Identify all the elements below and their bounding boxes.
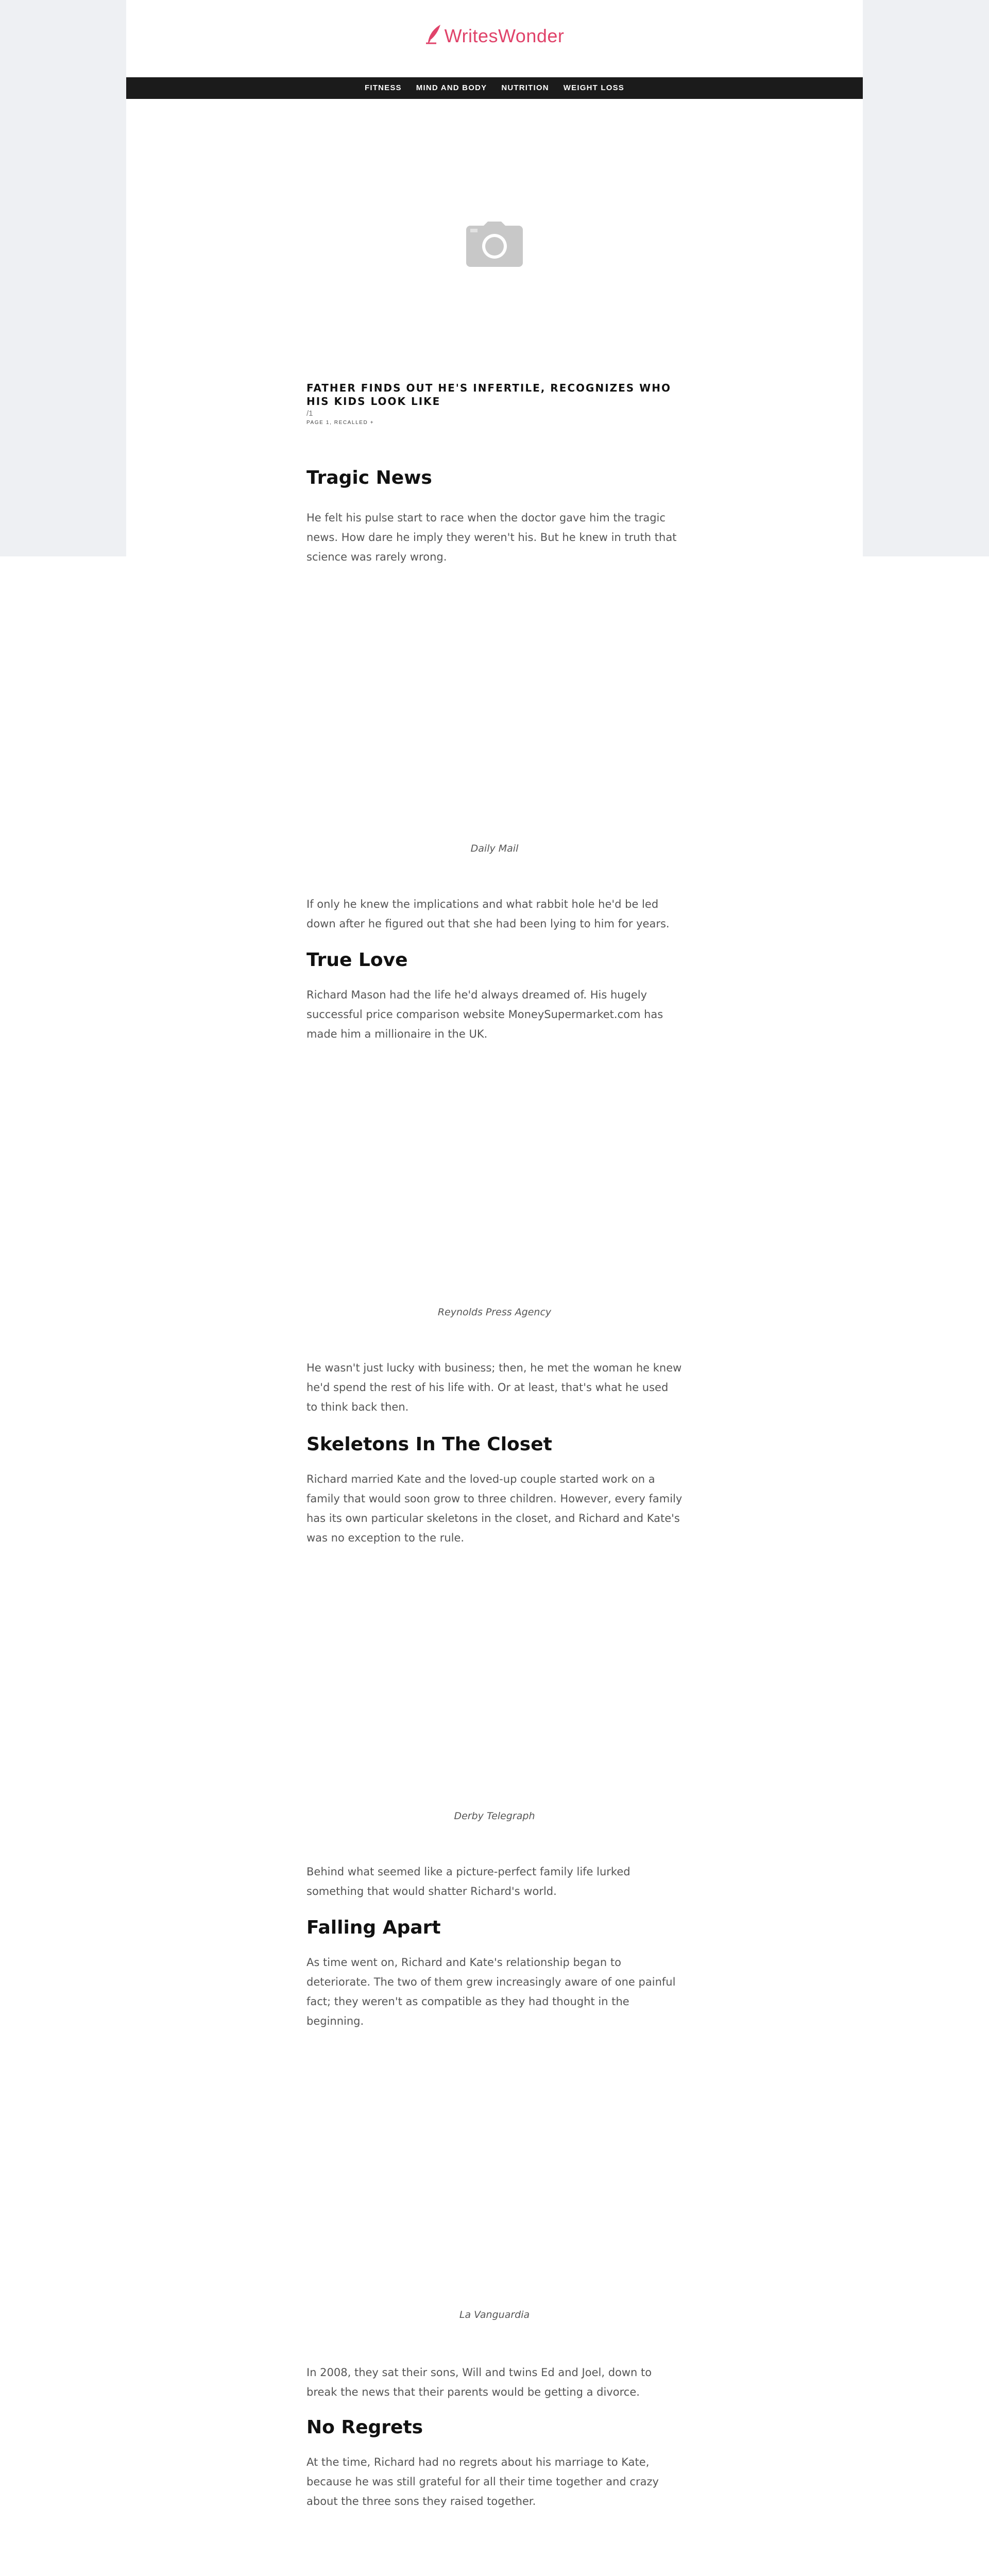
section-heading: Skeletons In The Closet xyxy=(306,1434,552,1455)
section-text: Richard Mason had the life he'd always dreamed of. His hugely successful price comparison website MoneySupermarket.com has made him a millionaire in the UK. xyxy=(306,989,663,1040)
section-tragic-news xyxy=(306,467,683,567)
hero-image-placeholder xyxy=(126,99,863,372)
nav-item-nutrition[interactable]: NUTRITION xyxy=(501,83,549,92)
camera-icon xyxy=(466,222,523,269)
main-nav xyxy=(126,77,863,99)
section-text: He felt his pulse start to race when the doctor gave him the tragic news. How dare he imply they weren't his. But he knew in truth that science was rarely wrong. xyxy=(306,512,677,563)
section-heading: Falling Apart xyxy=(306,1917,441,1938)
section-no-regrets xyxy=(306,2416,683,2511)
article-header xyxy=(306,381,683,426)
article-title: FATHER FINDS OUT HE'S INFERTILE, RECOGNIZES WHO HIS KIDS LOOK LIKE xyxy=(306,382,671,408)
section-falling-apart xyxy=(306,1917,683,2031)
article-meta: PAGE 1, RECALLED + xyxy=(306,420,374,426)
section-true-love xyxy=(306,949,683,1044)
section-heading: True Love xyxy=(306,950,408,971)
site-header xyxy=(126,0,863,77)
section-skeletons-in-the-closet xyxy=(306,1433,683,1548)
nav-item-mind-and-body[interactable]: MIND AND BODY xyxy=(416,83,487,92)
paragraph xyxy=(306,1358,683,1417)
site-logo[interactable] xyxy=(126,24,863,49)
image-caption: La Vanguardia xyxy=(459,2309,530,2320)
quill-logo-icon xyxy=(425,24,442,49)
nav-item-weight-loss[interactable]: WEIGHT LOSS xyxy=(563,83,624,92)
section-text: At the time, Richard had no regrets about his marriage to Kate, because he was still grateful for all their time together and crazy about the three sons they raised together. xyxy=(306,2456,659,2507)
section-heading: No Regrets xyxy=(306,2417,423,2438)
logo-text: WritesWonder xyxy=(444,25,565,46)
section-text: As time went on, Richard and Kate's relationship began to deteriorate. The two of them grew increasingly aware of one painful fact; they weren't as compatible as they had thought in the beginning. xyxy=(306,1956,676,2027)
section-text: Richard married Kate and the loved-up couple started work on a family that would soon grow to three children. However, every family has its own particular skeletons in the closet, and Richard and Kate's was no exception to the rule. xyxy=(306,1473,683,1544)
paragraph xyxy=(306,2363,683,2402)
image-caption: Derby Telegraph xyxy=(454,1810,535,1822)
image-caption: Reynolds Press Agency xyxy=(437,1307,552,1318)
paragraph-text: He wasn't just lucky with business; then, he met the woman he knew he'd spend the rest of his life with. Or at least, that's what he used to think back then. xyxy=(306,1362,682,1413)
nav-item-fitness[interactable]: FITNESS xyxy=(365,83,402,92)
paragraph-text: In 2008, they sat their sons, Will and twins Ed and Joel, down to break the news that their parents would be getting a divorce. xyxy=(306,2366,652,2398)
image-caption: Daily Mail xyxy=(470,843,519,854)
paragraph xyxy=(306,894,683,934)
page-container xyxy=(126,0,863,2576)
paragraph xyxy=(306,1862,683,1901)
article-author: /1 xyxy=(306,409,313,418)
paragraph-text: Behind what seemed like a picture-perfect family life lurked something that would shatter Richard's world. xyxy=(306,1866,630,1897)
paragraph-text: If only he knew the implications and what rabbit hole he'd be led down after he figured out that she had been lying to him for years. xyxy=(306,898,670,930)
section-heading: Tragic News xyxy=(306,467,432,488)
